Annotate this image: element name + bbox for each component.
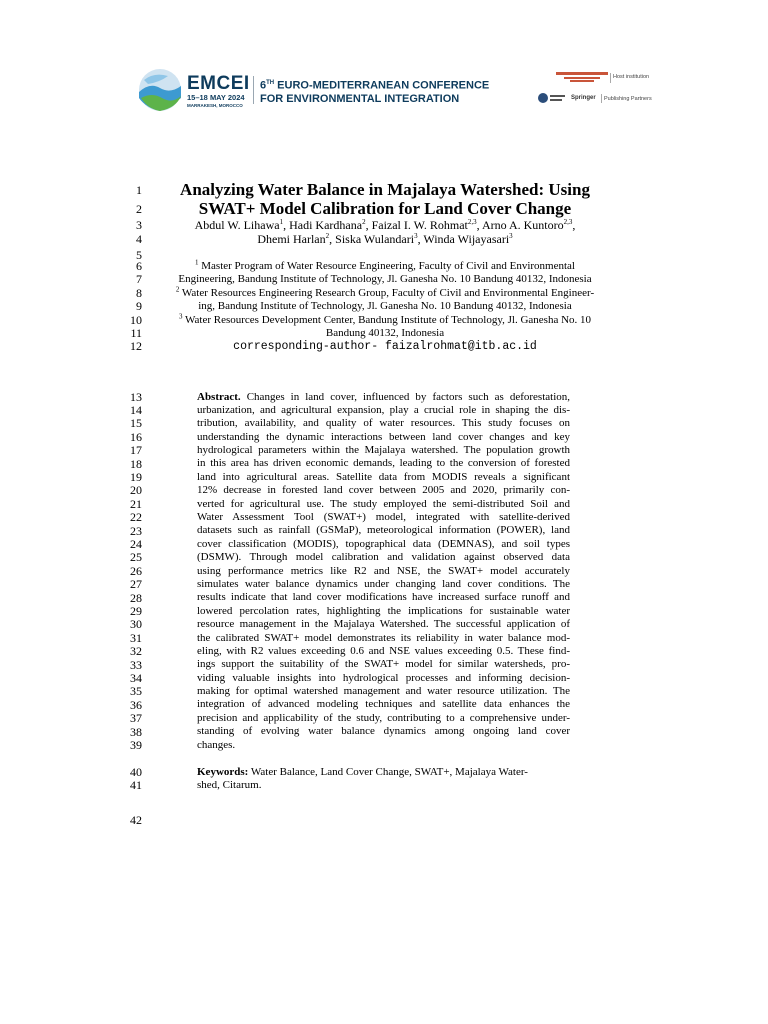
abstract <box>197 391 570 753</box>
author-name: , Hadi Kardhana <box>283 218 363 232</box>
line-number: 29 <box>130 603 142 618</box>
author-name: Dhemi Harlan <box>257 232 326 246</box>
conference-name <box>260 77 489 106</box>
springer-logo: Springer <box>571 95 596 101</box>
line-number: 24 <box>130 536 142 551</box>
host-institution-label: Host institution <box>613 74 650 80</box>
line-number: 7 <box>136 272 142 286</box>
line-number: 4 <box>136 232 142 246</box>
conference-name-line1 <box>260 77 489 93</box>
line-number: 22 <box>130 510 142 525</box>
keywords-line1 <box>197 766 570 779</box>
conference-city: MARRAKESH, MOROCCO <box>187 103 243 108</box>
line-number: 12 <box>130 339 142 353</box>
abstract-line: datasets such as rainfall (GSMaP), meteorological information (POWER), land <box>197 524 570 537</box>
abstract-line: viding valuable insights into hydrological processes and informing decision- <box>197 671 570 684</box>
line-number: 1 <box>136 183 142 197</box>
line-number: 34 <box>130 670 142 685</box>
line-number: 16 <box>130 429 142 444</box>
line-number: 5 <box>136 248 142 262</box>
author-affiliation-mark: 3 <box>509 232 513 240</box>
line-number: 3 <box>136 218 142 232</box>
line-number: 23 <box>130 523 142 538</box>
brand-name: EMCEI <box>187 73 250 94</box>
abstract-line: results indicate that land cover modifications have increased surface runoff and <box>197 591 570 604</box>
affiliation-1-line1 <box>150 260 620 273</box>
line-number: 31 <box>130 630 142 645</box>
line-number: 21 <box>130 496 142 511</box>
author-affiliation-mark: 2,3 <box>467 218 477 226</box>
conference-banner <box>0 62 768 118</box>
conference-dates: 15–18 MAY 2024 <box>187 93 245 102</box>
line-number: 38 <box>130 724 142 739</box>
keywords <box>197 766 570 793</box>
line-number: 9 <box>136 299 142 313</box>
abstract-line: 12% decrease in forested land cover between 2005 and 2020, primarily con- <box>197 484 570 497</box>
line-number: 33 <box>130 657 142 672</box>
abstract-line: verted for agricultural use. The study employed the semi-distributed Soil and <box>197 497 570 510</box>
line-number: 15 <box>130 416 142 431</box>
affiliation-2-line2: ing, Bandung Institute of Technology, Jl. Ganesha No. 10 Bandung 40132, Indonesia <box>198 300 572 312</box>
affiliation-3-line1 <box>150 314 620 327</box>
abstract-line: land into agricultural areas. Satellite data from MODIS reveals a significant <box>197 470 570 483</box>
abstract-line: eling, with R2 values exceeding 0.6 and NSE values exceeding 0.5. These find- <box>197 644 570 657</box>
affiliation-mark: 2 <box>175 285 180 294</box>
emcei-globe-logo <box>138 68 182 112</box>
line-number: 14 <box>130 402 142 417</box>
line-number: 42 <box>130 813 142 827</box>
affiliation-mark: 1 <box>195 258 199 267</box>
keywords-text: Water Balance, Land Cover Change, SWAT+, Majalaya Water- <box>248 765 528 778</box>
affiliation-text: Water Resources Development Center, Bandung Institute of Technology, Jl. Ganesha No. 10 <box>182 314 592 326</box>
line-number: 6 <box>136 259 142 273</box>
line-number: 40 <box>130 764 142 779</box>
abstract-line: making for optimal watershed management and water resource utilization. The <box>197 685 570 698</box>
abstract-line: ings support the suitability of the SWAT+ model for similar watersheds, pro- <box>197 658 570 671</box>
line-number: 37 <box>130 711 142 726</box>
line-number: 13 <box>130 389 142 404</box>
abstract-label: Abstract. <box>197 390 241 403</box>
authors-line2 <box>150 232 620 246</box>
abstract-line: resource management in the Majalaya Watershed. The successful application of <box>197 618 570 631</box>
author-affiliation-mark: 2,3 <box>563 218 573 226</box>
publisher-divider <box>601 94 602 103</box>
banner-divider <box>253 76 254 104</box>
line-number: 10 <box>130 313 142 327</box>
abstract-line: urbanization, and agricultural expansion, play a crucial role in shaping the dis- <box>197 403 570 416</box>
conference-number: 6 <box>260 79 267 92</box>
line-number: 19 <box>130 469 142 484</box>
keywords-label: Keywords: <box>197 765 249 778</box>
author-name: , Siska Wulandari <box>329 232 415 246</box>
author-name: , Faizal I. W. Rohmat <box>365 218 468 232</box>
paper-title-line2: SWAT+ Model Calibration for Land Cover Change <box>198 199 572 218</box>
author-affiliation-mark: 2 <box>325 232 330 240</box>
line-number: 27 <box>130 577 142 592</box>
line-number: 25 <box>130 550 142 565</box>
line-number: 17 <box>130 443 142 458</box>
conference-ordinal: TH <box>266 80 275 86</box>
abstract-line: hydrological parameters within the Majalaya watershed. The population growth <box>197 444 570 457</box>
line-number: 26 <box>130 563 142 578</box>
line-number: 28 <box>130 590 142 605</box>
affiliation-1-line2: Engineering, Bandung Institute of Technology, Jl. Ganesha No. 10 Bandung 40132, Indonesia <box>178 273 592 285</box>
abstract-line: simulates water balance dynamics under changing land cover conditions. The <box>197 577 570 590</box>
line-number: 20 <box>130 483 142 498</box>
host-divider <box>610 73 611 83</box>
host-institution-logo <box>556 70 608 84</box>
abstract-line: in this area has driven economic demands, leading to the conversion of forested <box>197 457 570 470</box>
keywords-line2: shed, Citarum. <box>197 778 262 791</box>
line-number: 18 <box>130 456 142 471</box>
author-affiliation-mark: 2 <box>362 218 366 226</box>
abstract-line: precision and applicability of the study, contributing to a comprehensive under- <box>197 711 570 724</box>
author-name: , Winda Wijayasari <box>417 232 510 246</box>
abstract-line: using performance metrics like R2 and NSE, the SWAT+ model accurately <box>197 564 570 577</box>
line-number: 36 <box>130 697 142 712</box>
abstract-line: tribution, availability, and quality of water resources. This study focuses on <box>197 417 570 430</box>
line-number: 11 <box>130 326 142 340</box>
line-number: 8 <box>136 286 142 300</box>
abstract-line: the calibrated SWAT+ model demonstrates its reliability in water balance mod- <box>197 631 570 644</box>
authors-line1 <box>150 218 620 232</box>
affiliation-text: Master Program of Water Resource Engineering, Faculty of Civil and Environmental <box>198 260 575 272</box>
affiliation-2-line1 <box>150 287 620 300</box>
author-affiliation-mark: 1 <box>279 218 284 226</box>
abstract-line: cover classification (MODIS), topographical data (DEMNAS), and soil types <box>197 537 570 550</box>
line-number: 2 <box>136 202 142 216</box>
author-name: Abdul W. Lihawa <box>194 218 280 232</box>
line-number: 30 <box>130 617 142 632</box>
abstract-line: integration of advanced modeling techniques and satellite data enhances the <box>197 698 570 711</box>
university-logo <box>538 92 566 104</box>
affiliation-mark: 3 <box>178 312 183 321</box>
abstract-line: lowered percolation rates, highlighting the implications for sustainable water <box>197 604 570 617</box>
abstract-line: changes. <box>197 738 236 751</box>
abstract-line: standing of evolving water balance dynamics among ongoing land cover <box>197 725 570 738</box>
abstract-line: Water Assessment Tool (SWAT+) model, integrated with satellite-derived <box>197 511 570 524</box>
conference-name-rest: EURO-MEDITERRANEAN CONFERENCE <box>274 79 490 92</box>
publishing-partners-label: Publishing Partners <box>604 96 652 102</box>
author-name: , Arno A. Kuntoro <box>476 218 564 232</box>
affiliation-text: Water Resources Engineering Research Group, Faculty of Civil and Environmental Engineer- <box>179 287 595 299</box>
abstract-text: Changes in land cover, influenced by factors such as deforestation, <box>240 390 570 403</box>
abstract-line <box>197 391 570 404</box>
conference-name-line2: FOR ENVIRONMENTAL INTEGRATION <box>260 92 460 105</box>
line-number: 39 <box>130 737 142 752</box>
abstract-line: (DSMW). Through model calibration and validation against observed data <box>197 551 570 564</box>
affiliation-3-line2: Bandung 40132, Indonesia <box>325 327 445 339</box>
corresponding-email: corresponding-author- faizalrohmat@itb.ac.id <box>233 340 537 353</box>
author-affiliation-mark: 3 <box>414 232 418 240</box>
abstract-line: understanding the dynamic interactions between land cover changes and key <box>197 430 570 443</box>
paper-title-line1: Analyzing Water Balance in Majalaya Watershed: Using <box>180 180 590 199</box>
line-number: 32 <box>130 644 142 659</box>
line-number: 35 <box>130 684 142 699</box>
author-separator: , <box>572 218 576 232</box>
line-number: 41 <box>130 777 142 792</box>
